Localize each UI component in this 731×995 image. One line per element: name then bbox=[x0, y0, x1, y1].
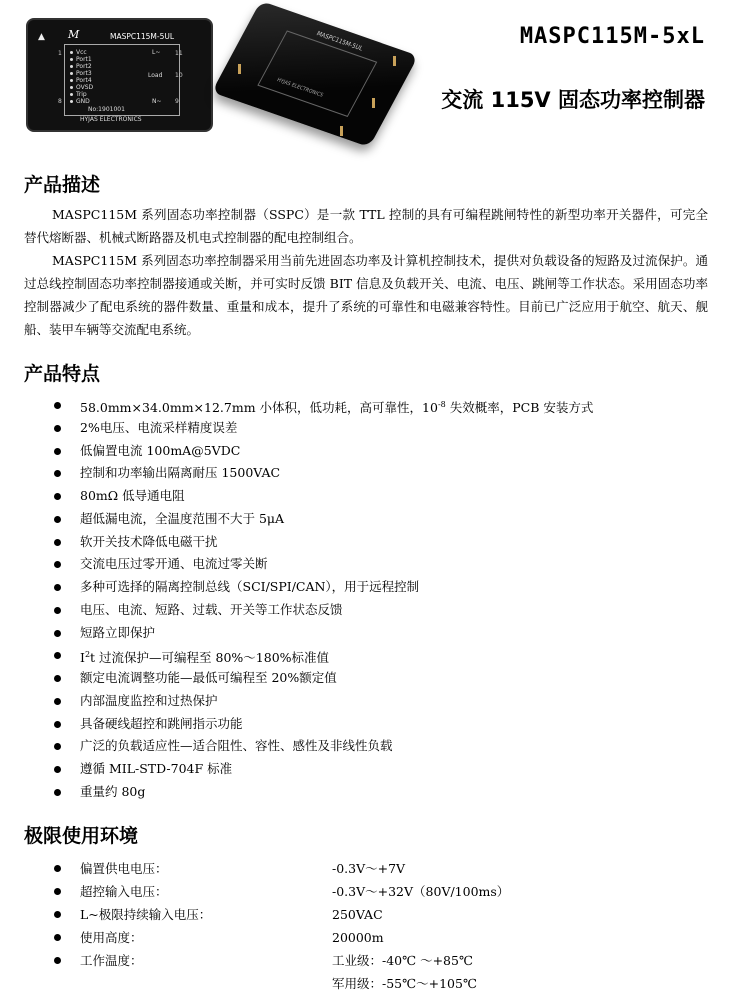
bullet-icon bbox=[54, 766, 61, 773]
pin-label: Vcc bbox=[76, 49, 87, 56]
bullet-icon bbox=[54, 888, 61, 895]
limits-heading: 极限使用环境 bbox=[24, 825, 139, 847]
pin-number: 1 bbox=[58, 50, 62, 57]
bullet-icon bbox=[54, 865, 61, 872]
bullet-icon bbox=[54, 934, 61, 941]
pin-label: Port2 bbox=[76, 63, 92, 70]
bullet-icon bbox=[54, 652, 61, 659]
list-item: 短路立即保护 bbox=[24, 622, 593, 645]
maker-label: HYJAS ELECTRONICS bbox=[80, 116, 142, 123]
list-item: 电压、电流、短路、过载、开关等工作状态反馈 bbox=[24, 599, 593, 622]
module-3d-maker-label: HYJAS ELECTRONICS bbox=[275, 77, 325, 99]
bullet-icon bbox=[54, 516, 61, 523]
list-item: 交流电压过零开通、电流过零关断 bbox=[24, 553, 593, 576]
list-item: 58.0mm×34.0mm×12.7mm 小体积，低功耗，高可靠性，$10^{-8}$ 失效概率，PCB 安装方式 bbox=[24, 394, 593, 417]
list-item: 具备硬线超控和跳闸指示功能 bbox=[24, 713, 593, 736]
bullet-icon bbox=[54, 911, 61, 918]
pin-label: Port3 bbox=[76, 70, 92, 77]
bullet-icon bbox=[54, 698, 61, 705]
pin1-marker-icon: ▲ bbox=[38, 32, 45, 42]
list-item: 遵循 MIL-STD-704F 标准 bbox=[24, 758, 593, 781]
pin-label: OVSD bbox=[76, 84, 94, 91]
l-label: L~ bbox=[152, 49, 161, 56]
bullet-icon bbox=[54, 957, 61, 964]
list-item: 内部温度监控和过热保护 bbox=[24, 690, 593, 713]
load-label: Load bbox=[148, 72, 163, 79]
list-item: 重量约 80g bbox=[24, 781, 593, 804]
features-heading: 产品特点 bbox=[24, 363, 101, 385]
bullet-icon bbox=[54, 721, 61, 728]
bullet-icon bbox=[54, 561, 61, 568]
list-item: 软开关技术降低电磁干扰 bbox=[24, 531, 593, 554]
description-heading: 产品描述 bbox=[24, 174, 101, 196]
pin-number: 8 bbox=[58, 98, 62, 105]
pin-number: 9 bbox=[175, 98, 179, 105]
module-model-label: MASPC115M-5UL bbox=[110, 32, 175, 41]
list-item: 多种可选择的隔离控制总线（SCI/SPI/CAN），用于远程控制 bbox=[24, 576, 593, 599]
bullet-icon bbox=[54, 743, 61, 750]
list-item: 控制和功率输出隔离耐压 1500VAC bbox=[24, 462, 593, 485]
logo: M bbox=[68, 28, 80, 41]
bullet-icon bbox=[54, 630, 61, 637]
pin-number: 11 bbox=[175, 50, 183, 57]
serial-number: No:1901001 bbox=[88, 106, 125, 113]
bullet-icon bbox=[54, 789, 61, 796]
header bbox=[0, 0, 731, 150]
bullet-icon bbox=[54, 607, 61, 614]
n-label: N~ bbox=[152, 98, 162, 105]
list-item: $I^2t$ 过流保护—可编程至 80%～180%标准值 bbox=[24, 644, 593, 667]
list-item: 2%电压、电流采样精度误差 bbox=[24, 417, 593, 440]
bullet-icon bbox=[54, 425, 61, 432]
product-code-title: MASPC115M-5xL bbox=[519, 24, 705, 49]
pin-label: Port4 bbox=[76, 77, 92, 84]
list-item: 超低漏电流，全温度范围不大于 5μA bbox=[24, 508, 593, 531]
description-paragraph-2: MASPC115M 系列固态功率控制器采用当前先进固态功率及计算机控制技术，提供对负载设备的短路及过流保护。通过总线控制固态功率控制器接通或关断，并可实时反馈 BIT 信息及负载开关、电流、电压、跳闸等工作状态。采用固态功率控制器减少了配电系统的器件数量、重量和成本，提升了系统的可靠性和电磁兼容特性。目前已广泛应用于航空、航天、舰船、装甲车辆等交流配电系统。 bbox=[24, 253, 708, 337]
list-item: 低偏置电流 100mA@5VDC bbox=[24, 440, 593, 463]
bullet-icon bbox=[54, 584, 61, 591]
module-3d-view-image bbox=[212, 1, 419, 147]
pin-number: 10 bbox=[175, 72, 183, 79]
bullet-icon bbox=[54, 675, 61, 682]
description-paragraph-1: MASPC115M 系列固态功率控制器（SSPC）是一款 TTL 控制的具有可编程跳闸特性的新型功率开关器件，可完全替代熔断器、机械式断路器及机电式控制器的配电控制组合。 bbox=[24, 207, 708, 245]
product-title: 交流 115V 固态功率控制器 bbox=[441, 88, 705, 112]
pin-label: GND bbox=[76, 98, 90, 105]
bullet-icon bbox=[54, 448, 61, 455]
bullet-icon bbox=[54, 470, 61, 477]
module-top-view-image bbox=[26, 18, 213, 132]
pin-label: Trip bbox=[76, 91, 87, 98]
pin-label: Port1 bbox=[76, 56, 92, 63]
bullet-icon bbox=[54, 539, 61, 546]
features-list bbox=[24, 394, 593, 804]
bullet-icon bbox=[54, 493, 61, 500]
list-item: 80mΩ 低导通电阻 bbox=[24, 485, 593, 508]
list-item: 额定电流调整功能—最低可编程至 20%额定值 bbox=[24, 667, 593, 690]
module-3d-model-label: MASPC115M-5UL bbox=[315, 30, 365, 53]
bullet-icon bbox=[54, 402, 61, 409]
list-item: 广泛的负载适应性—适合阻性、容性、感性及非线性负载 bbox=[24, 735, 593, 758]
